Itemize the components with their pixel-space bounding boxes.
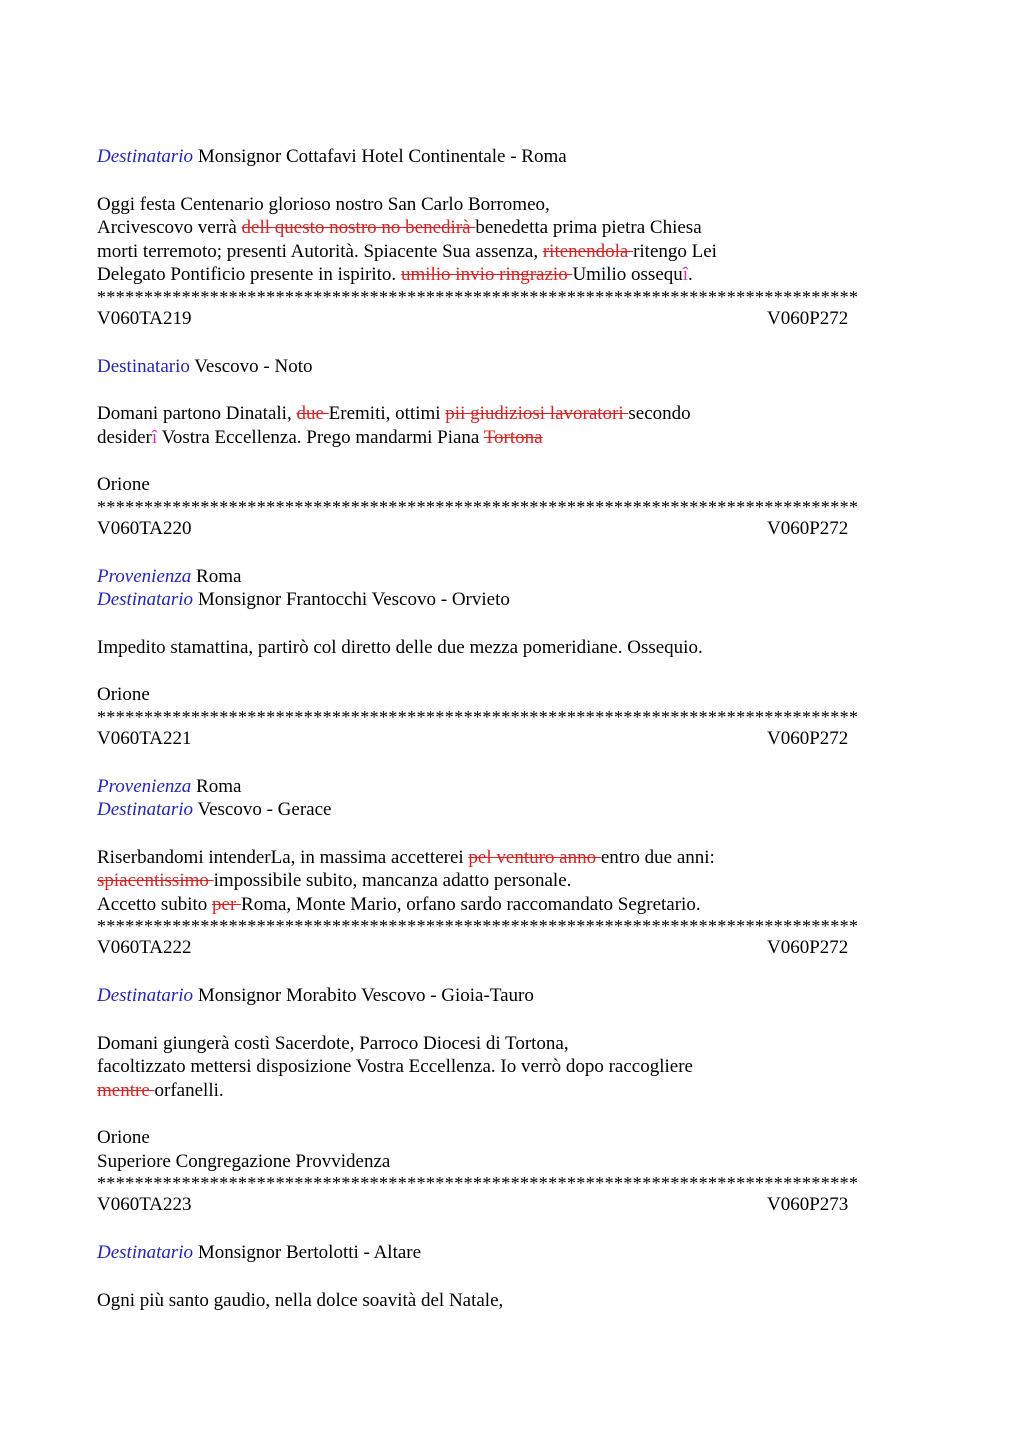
recipient-label: Destinatario [97,589,194,610]
text-run: Accetto subito [97,893,213,915]
text-run: Eremiti, ottimi [328,403,446,424]
signature-title: Superiore Congregazione Provvidenza [97,1150,391,1172]
text-run: entro due anni: [600,846,715,868]
recipient-line [97,1241,927,1265]
body-line [97,240,927,264]
recipient-text: Monsignor Bertolotti - Altare [197,1242,422,1263]
recipient-text: Vescovo - Noto [194,355,313,377]
text-run: Delegato Pontificio presente in ispirito. [97,264,401,285]
text-run: Domani giungerà costì Sacerdote, Parroco Diocesi di Tortona, [97,1032,569,1054]
telegram-entry [97,727,927,937]
separator-line: ********************************************************************************* [97,916,859,936]
body-line [97,869,927,893]
recipient-label: Destinatario [97,1242,194,1263]
body-line [97,636,927,660]
signature: Orione [97,684,150,705]
signature: Orione [97,1127,150,1148]
deleted-text: umilio invio ringrazio [400,264,573,285]
body-line [97,263,927,287]
origin-line [97,775,927,799]
telegram-entry [97,517,927,727]
page-ref: V060P273 [767,1194,849,1215]
deleted-text: mentre [97,1079,155,1101]
signature: Orione [97,474,150,495]
correction-mark: î [151,426,158,448]
recipient-label: Destinatario [97,799,194,820]
text-run: desider [97,426,152,448]
body-line [97,1079,927,1103]
origin-label: Provenienza [97,565,192,587]
separator-line: ********************************************************************************* [97,286,859,307]
deleted-text: due [296,403,329,424]
telegram-entry [97,307,927,517]
recipient-text: Monsignor Cottafavi Hotel Continentale - Roma [197,146,567,167]
deleted-text: pii giudiziosi lavoratori [445,403,629,424]
origin-line [97,565,927,589]
text-run: facoltizzato mettersi disposizione Vostra Eccellenza. Io verrò dopo raccogliere [97,1056,693,1077]
page-ref: V060P272 [767,727,849,749]
entry-id: V060TA220 [97,517,192,539]
text-run: Roma, Monte Mario, orfano sardo raccomandato Segretario. [241,893,701,915]
body-line [97,893,927,917]
text-run: secondo [628,403,691,424]
recipient-line [97,145,927,169]
separator-line: ********************************************************************************* [97,706,859,727]
text-run: impossibile subito, mancanza adatto personale. [213,870,572,891]
deleted-text: per [212,893,242,915]
text-run: Vostra Eccellenza. Prego mandarmi Piana [157,426,484,448]
text-run: Arcivescovo verrà [97,217,242,238]
body-line [97,1289,927,1313]
entry-id: V060TA219 [97,307,192,329]
body-line [97,193,927,217]
text-run: morti terremoto; presenti Autorità. Spiacente Sua assenza, [97,240,543,262]
text-run: Ogni più santo gaudio, nella dolce soavità del Natale, [97,1289,504,1311]
separator-line: ********************************************************************************* [97,496,859,517]
page-ref: V060P272 [767,937,849,958]
entry-id-row [97,727,927,751]
entry-id-row [97,936,927,960]
text-run: Impedito stamattina, partirò col diretto delle due mezza pomeridiane. Ossequio. [97,636,703,658]
recipient-line [97,798,927,822]
text-run: Oggi festa Centenario glorioso nostro San Carlo Borromeo, [97,193,550,215]
entry-id-row [97,517,927,541]
text-run: . [688,264,693,285]
entry-id-row [97,1193,927,1217]
origin-text: Roma [196,565,242,587]
entry-id: V060TA221 [97,727,192,749]
correction-mark: î [682,264,689,285]
body-line [97,1055,927,1079]
document-page [97,145,927,1312]
entry-id: V060TA223 [97,1194,192,1215]
recipient-label: Destinatario [97,355,190,377]
recipient-text: Monsignor Morabito Vescovo - Gioia-Tauro [197,985,534,1006]
text-run: Riserbandomi intenderLa, in massima accetterei [97,846,469,868]
recipient-line [97,355,927,379]
telegram-entry [97,145,927,307]
body-line [97,402,927,426]
recipient-text: Vescovo - Gerace [197,799,332,820]
telegram-entry [97,936,927,1193]
page-ref: V060P272 [767,517,849,539]
origin-label: Provenienza [97,775,192,797]
deleted-text: dell questo nostro no benedirà [241,217,476,238]
origin-text: Roma [196,775,242,797]
body-line [97,216,927,240]
recipient-line [97,984,927,1008]
body-line [97,1032,927,1056]
deleted-text: spiacentissimo [97,870,214,891]
text-run: orfanelli. [154,1079,224,1101]
recipient-line [97,588,927,612]
text-run: Umilio ossequ [572,264,683,285]
deleted-text: Tortona [483,426,543,448]
recipient-label: Destinatario [97,146,194,167]
body-line [97,426,927,450]
entry-id: V060TA222 [97,937,192,958]
page-ref: V060P272 [767,307,849,329]
separator-line: ********************************************************************************* [97,1173,859,1193]
text-run: ritengo Lei [633,240,717,262]
telegram-entry [97,1193,927,1312]
deleted-text: pel venturo anno [468,846,601,868]
deleted-text: ritenendola [542,240,634,262]
entry-id-row [97,307,927,331]
recipient-label: Destinatario [97,985,194,1006]
text-run: benedetta prima pietra Chiesa [475,217,702,238]
text-run: Domani partono Dinatali, [97,403,297,424]
body-line [97,846,927,870]
recipient-text: Monsignor Frantocchi Vescovo - Orvieto [197,589,510,610]
